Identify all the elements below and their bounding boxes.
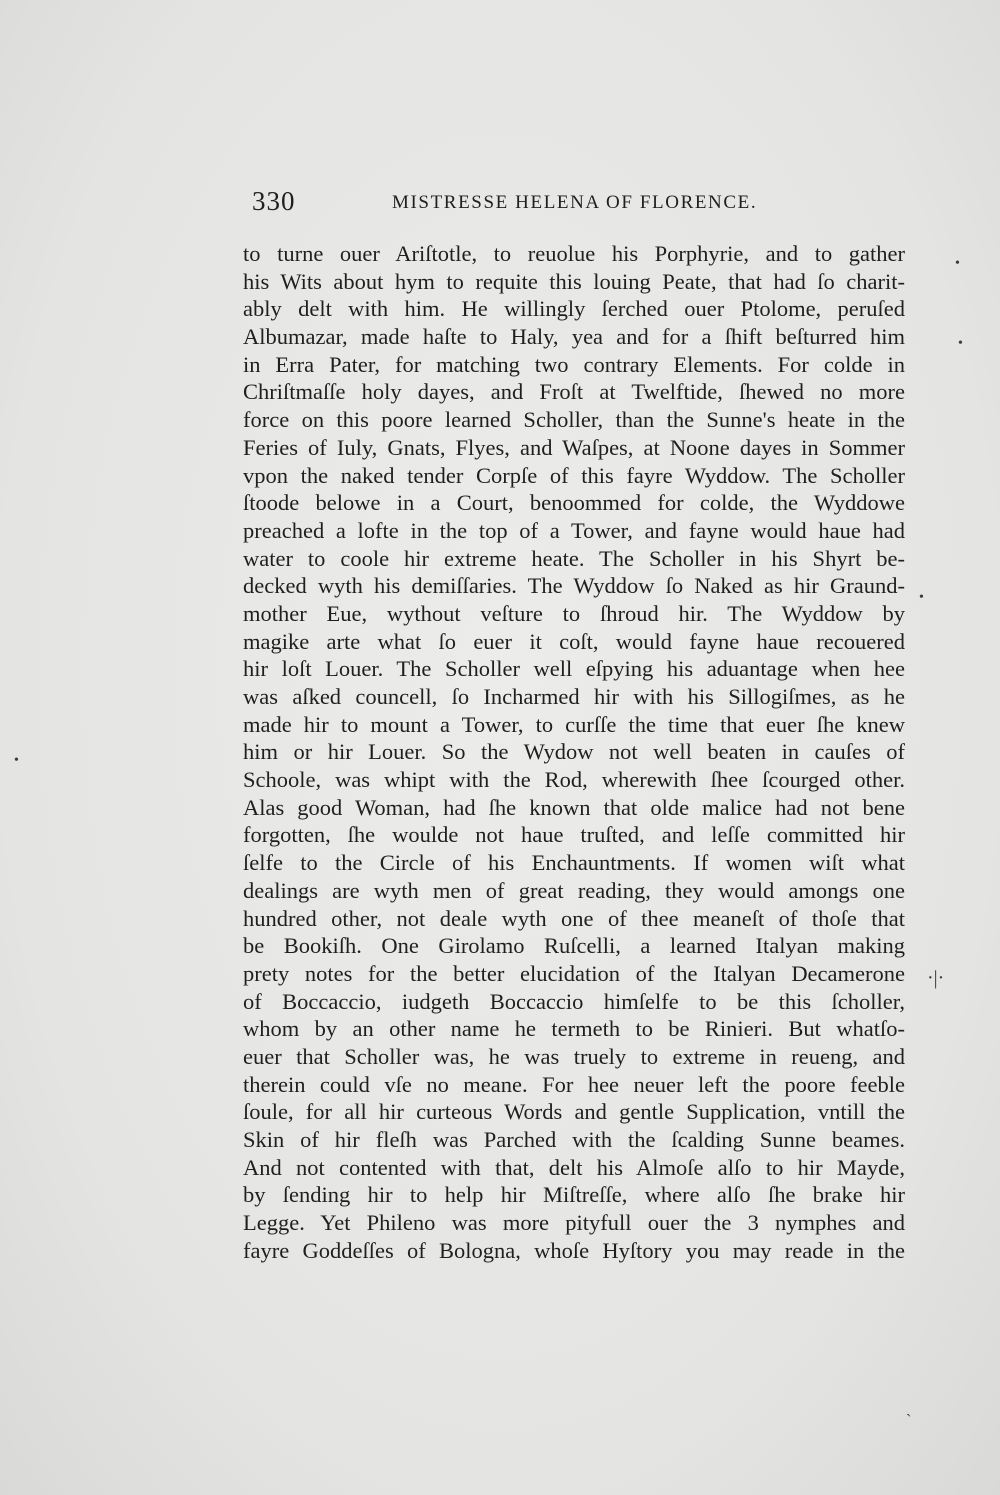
margin-dot-mark: • [955, 256, 960, 271]
text-line: forgotten, ſhe woulde not haue truſted, and leſſe committed hir [243, 822, 905, 848]
margin-dot-mark: • [919, 590, 924, 605]
text-line: Skin of hir fleſh was Parched with the ſcalding Sunne beames. [243, 1127, 905, 1152]
text-line: his Wits about hym to requite this louing Peate, that had ſo charit- [243, 268, 905, 294]
body-text [243, 240, 905, 1264]
text-line: Alas good Woman, had ſhe known that olde malice had not bene [243, 794, 905, 820]
text-line: of Boccaccio, iudgeth Boccaccio himſelfe to be this ſcholler, [243, 988, 905, 1014]
margin-dot-mark: • [958, 336, 963, 351]
text-line: whom by an other name he termeth to be Rinieri. But whatſo- [243, 1016, 905, 1042]
text-line: euer that Scholler was, he was truely to extreme in reueng, and [243, 1043, 905, 1069]
text-line: Schoole, was whipt with the Rod, wherewith ſhee ſcourged other. [243, 767, 905, 793]
text-line: in Erra Pater, for matching two contrary Elements. For colde in [243, 351, 905, 377]
margin-bar-mark: ·|· [927, 967, 945, 989]
page-number: 330 [252, 186, 296, 216]
text-line: ſelfe to the Circle of his Enchauntments. If women wiſt what [243, 850, 905, 876]
text-line: Chriſtmaſſe holy dayes, and Froſt at Twelftide, ſhewed no more [243, 379, 905, 405]
text-line: Feries of Iuly, Gnats, Flyes, and Waſpes, at Noone dayes in Sommer [243, 434, 905, 460]
text-line: was aſked councell, ſo Incharmed hir with his Sillogiſmes, as he [243, 684, 905, 709]
text-line: made hir to mount a Tower, to curſſe the time that euer ſhe knew [243, 711, 905, 737]
text-line: dealings are wyth men of great reading, they would amongs one [243, 877, 905, 903]
text-line: fayre Goddeſſes of Bologna, whoſe Hyſtory you may reade in the [243, 1237, 905, 1263]
text-line: ſoule, for all hir curteous Words and gentle Supplication, vntill the [243, 1099, 905, 1125]
text-line: hir loſt Louer. The Scholler well eſpying his aduantage when hee [243, 656, 905, 682]
text-line: him or hir Louer. So the Wydow not well beaten in cauſes of [243, 739, 905, 765]
margin-dot-mark: • [14, 753, 19, 768]
text-line: vpon the naked tender Corpſe of this fayre Wyddow. The Scholler [243, 462, 905, 488]
text-line: preached a lofte in the top of a Tower, and fayne would haue had [243, 517, 905, 543]
text-line: Legge. Yet Phileno was more pityfull ouer the 3 nymphes and [243, 1210, 905, 1236]
margin-tick-mark: ˏ [906, 1400, 912, 1417]
text-line: prety notes for the better elucidation of the Italyan Decamerone [243, 960, 905, 986]
text-line: mother Eue, wythout veſture to ſhroud hir. The Wyddow by [243, 600, 905, 626]
text-line: And not contented with that, delt his Almoſe alſo to hir Mayde, [243, 1154, 905, 1180]
text-line: to turne ouer Ariſtotle, to reuolue his Porphyrie, and to gather [243, 241, 905, 266]
text-line: by ſending hir to help hir Miſtreſſe, where alſo ſhe brake hir [243, 1182, 905, 1208]
text-line: ſtoode belowe in a Court, benoommed for colde, the Wyddowe [243, 490, 905, 516]
page-header [252, 186, 772, 222]
text-line: decked wyth his demiſſaries. The Wyddow ſo Naked as hir Graund- [243, 573, 905, 599]
text-line: hundred other, not deale wyth one of thee meaneſt of thoſe that [243, 905, 905, 931]
running-title: MISTRESSE HELENA OF FLORENCE. [392, 192, 758, 213]
text-line: ably delt with him. He willingly ſerched ouer Ptolome, peruſed [243, 296, 905, 322]
text-line: water to coole hir extreme heate. The Scholler in his Shyrt be- [243, 545, 905, 571]
text-line: be Bookiſh. One Girolamo Ruſcelli, a learned Italyan making [243, 933, 905, 959]
text-line: force on this poore learned Scholler, than the Sunne's heate in the [243, 407, 905, 433]
text-line: therein could vſe no meane. For hee neuer left the poore feeble [243, 1071, 905, 1097]
text-line: Albumazar, made haſte to Haly, yea and for a ſhift beſturred him [243, 324, 905, 350]
text-line: magike arte what ſo euer it coſt, would fayne haue recouered [243, 628, 905, 654]
